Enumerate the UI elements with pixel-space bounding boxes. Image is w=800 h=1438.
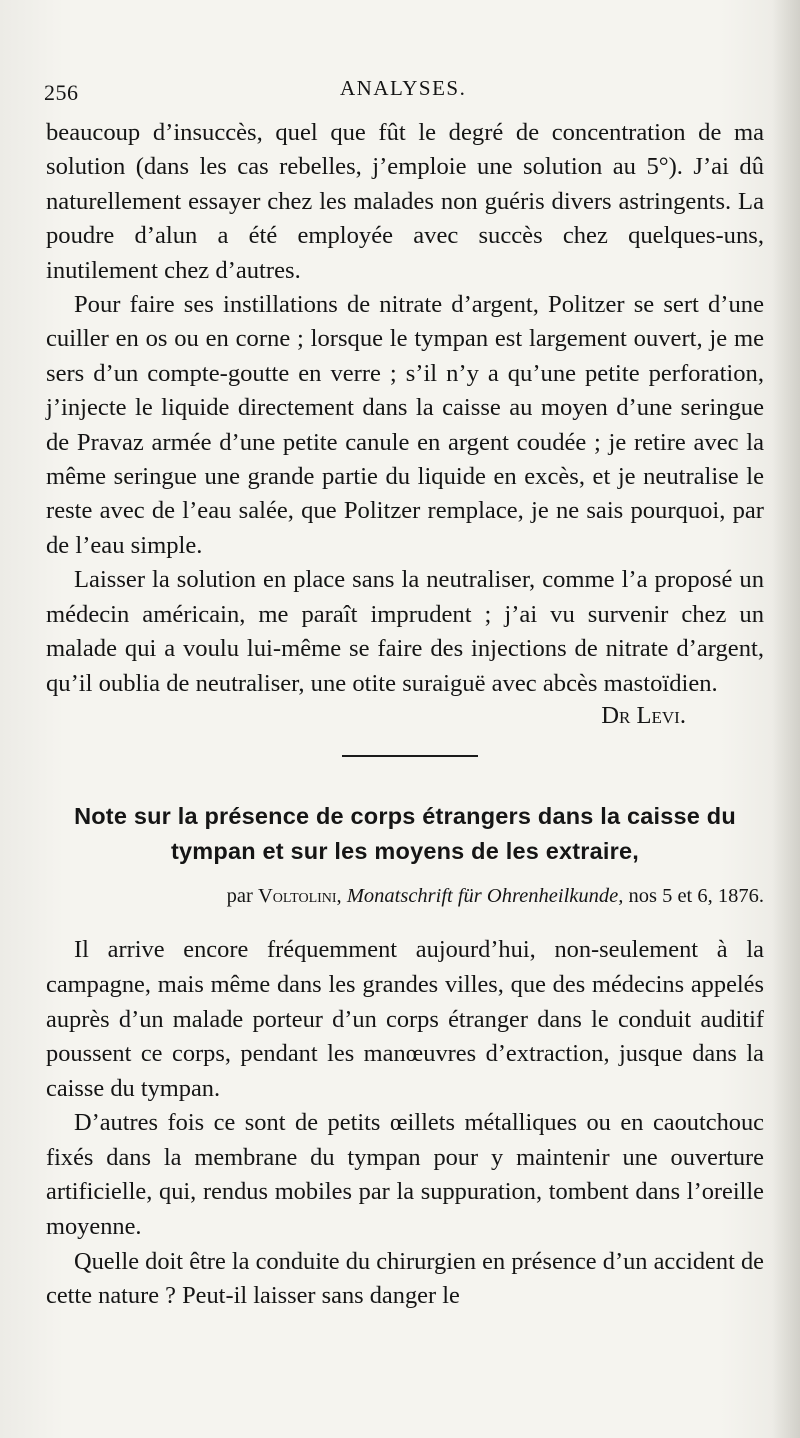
byline-prefix: par [226,885,253,908]
article-byline [46,881,764,911]
page-header [44,72,744,108]
paragraph-foreign-bodies: Il arrive encore fréquemment aujourd’hui, non-seulement à la campagne, mais même dans les grandes villes, que des médecins appelés auprès d’un malade porteur d’un corps étranger dans le conduit auditif poussent ce corps, pendant les manœuvres d’extraction, jusque dans la caisse du tympan. [46,936,764,1102]
byline-issue: nos 5 et 6, 1876. [628,885,764,908]
author-signature: Dr Levi. [601,701,686,729]
page-number: 256 [44,80,79,105]
text-block [46,116,764,1314]
section-divider [342,755,478,757]
paragraph-surgeon: Quelle doit être la conduite du chirurgien en présence d’un accident de cette nature ? Peut-il laisser sans danger le [46,1247,764,1310]
byline-author: Voltolini, [257,885,342,908]
paragraph-politzer: Pour faire ses instillations de nitrate d’argent, Politzer se sert d’une cuiller en os ou en corne ; lorsque le tympan est largement ouvert, je me sers d’un compte-goutte en verre ; s’il n’y a qu’une petite perforation, j’injecte le liquide directement dans la caisse au moyen d’une seringue de Pravaz armée d’une petite canule en argent coudée ; je retire avec la même seringue une grande partie du liquide en excès, et je neutralise le reste avec de l’eau salée, que Politzer remplace, je ne sais pourquoi, par de l’eau simple. [46,291,764,559]
paragraph-solution: Laisser la solution en place sans la neutraliser, comme l’a proposé un médecin américain, me paraît imprudent ; j’ai vu survenir chez un malade qui a voulu lui-même se faire des injections de nitrate d’argent, qu’il oublia de neutraliser, une otite suraiguë avec abcès mastoïdien. [46,566,764,697]
second-article-body [46,933,764,1314]
page-edge-shadow [772,0,800,1438]
paragraph-continuation: beaucoup d’insuccès, quel que fût le degré de concentration de ma solution (dans les cas rebelles, j’emploie une solution au 5°). J’ai dû naturellement essayer chez les malades non guéris divers astringents. La poudre d’alun a été employée avec succès chez quelques-uns, inutilement chez d’autres. [46,119,764,284]
article-title: Note sur la présence de corps étrangers dans la caisse du tympan et sur les moyens de les extraire, [74,803,736,865]
paragraph-eyelets: D’autres fois ce sont de petits œillets métalliques ou en caoutchouc fixés dans la membrane du tympan pour y maintenir une ouverture artificielle, qui, rendus mobiles par la suppuration, tombent dans l’oreille moyenne. [46,1109,764,1241]
byline-journal: Monatschrift für Ohrenheilkunde, [346,885,624,908]
running-head: ANALYSES. [340,76,467,100]
